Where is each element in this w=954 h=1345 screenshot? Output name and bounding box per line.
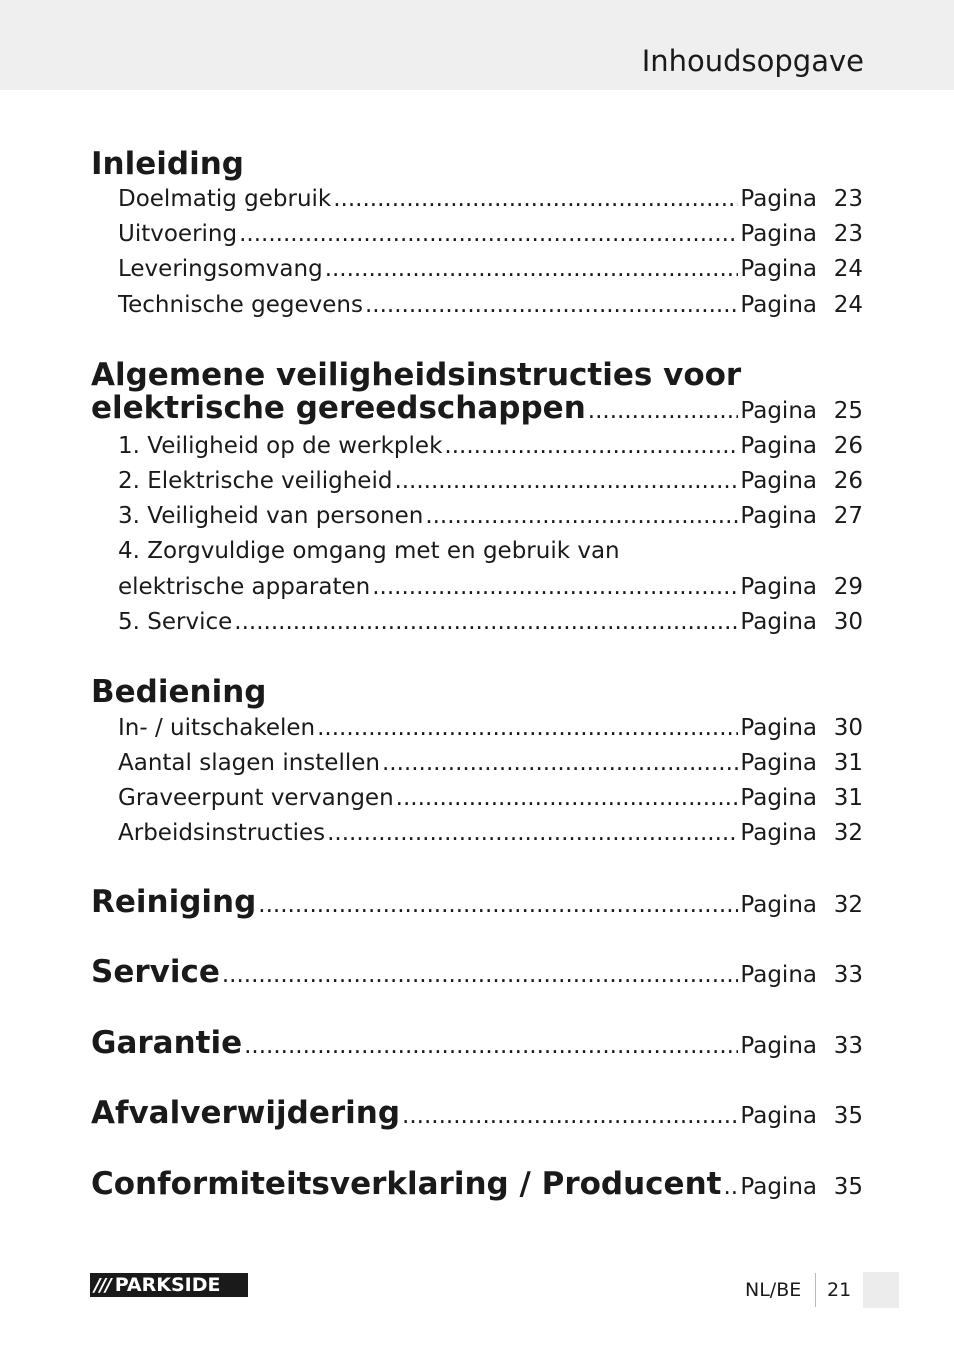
toc-item-label: 4. Zorgvuldige omgang met en gebruik van bbox=[118, 538, 620, 564]
page-word: Pagina bbox=[740, 962, 817, 988]
logo-brand: PARKSIDE bbox=[114, 1274, 221, 1296]
page-number: 24 bbox=[833, 292, 863, 318]
toc-heading-reiniging: Reiniging bbox=[91, 884, 257, 920]
page-word: Pagina bbox=[740, 468, 817, 494]
toc-heading-service: Service bbox=[91, 954, 220, 990]
toc-heading-entry[interactable] bbox=[91, 884, 863, 924]
page-word: Pagina bbox=[740, 1174, 817, 1200]
toc-heading-conformiteit: Conformiteitsverklaring / Producent bbox=[91, 1166, 722, 1202]
leader-dots bbox=[333, 186, 738, 212]
logo-stripes: /// bbox=[94, 1274, 111, 1296]
page-word: Pagina bbox=[740, 609, 817, 635]
page-number: 32 bbox=[833, 892, 863, 918]
page-word: Pagina bbox=[740, 715, 817, 741]
page-word: Pagina bbox=[740, 433, 817, 459]
leader-dots bbox=[394, 468, 738, 494]
toc-heading-inleiding: Inleiding bbox=[91, 146, 244, 182]
toc-item-label: Arbeidsinstructies bbox=[118, 820, 326, 846]
toc-heading-bediening: Bediening bbox=[91, 674, 267, 710]
page-number: 30 bbox=[833, 715, 863, 741]
footer-page-number: 21 bbox=[827, 1279, 852, 1301]
leader-dots bbox=[222, 962, 739, 988]
page-word: Pagina bbox=[740, 1033, 817, 1059]
parkside-logo bbox=[90, 1273, 248, 1297]
toc-item[interactable] bbox=[118, 574, 863, 606]
page-number: 23 bbox=[833, 186, 863, 212]
leader-dots bbox=[258, 892, 738, 918]
leader-dots bbox=[317, 715, 738, 741]
page-word: Pagina bbox=[740, 256, 817, 282]
toc-item-label: In- / uitschakelen bbox=[118, 715, 316, 741]
leader-dots bbox=[588, 398, 739, 424]
page-word: Pagina bbox=[740, 1103, 817, 1129]
page-word: Pagina bbox=[740, 503, 817, 529]
page-number: 25 bbox=[833, 398, 863, 424]
leader-dots bbox=[382, 750, 738, 776]
leader-dots bbox=[325, 256, 739, 282]
toc-heading-entry[interactable] bbox=[91, 1166, 863, 1206]
toc-item-label: 1. Veiligheid op de werkplek bbox=[118, 433, 443, 459]
page-number: 31 bbox=[833, 785, 863, 811]
toc-heading-entry[interactable] bbox=[91, 390, 863, 430]
toc-item-continued bbox=[118, 538, 863, 570]
page-number: 23 bbox=[833, 221, 863, 247]
toc-heading-veiligheid-line1: Algemene veiligheidsinstructies voor bbox=[91, 357, 742, 393]
toc-item-label: 3. Veiligheid van personen bbox=[118, 503, 424, 529]
toc-item-label: Uitvoering bbox=[118, 221, 238, 247]
toc-heading-garantie: Garantie bbox=[91, 1025, 243, 1061]
page-word: Pagina bbox=[740, 785, 817, 811]
toc-item-label: Leveringsomvang bbox=[118, 256, 323, 282]
page-word: Pagina bbox=[740, 892, 817, 918]
toc-item[interactable] bbox=[118, 609, 863, 641]
toc-heading-entry[interactable] bbox=[91, 954, 863, 994]
leader-dots bbox=[244, 1033, 738, 1059]
toc-item[interactable] bbox=[118, 221, 863, 253]
page-word: Pagina bbox=[740, 574, 817, 600]
page-word: Pagina bbox=[740, 750, 817, 776]
leader-dots bbox=[396, 785, 739, 811]
page-number: 35 bbox=[833, 1174, 863, 1200]
toc-item[interactable] bbox=[118, 715, 863, 747]
toc-item-label: 5. Service bbox=[118, 609, 233, 635]
leader-dots bbox=[365, 292, 738, 318]
toc-item[interactable] bbox=[118, 292, 863, 324]
toc-item-label: 2. Elektrische veiligheid bbox=[118, 468, 393, 494]
toc-item[interactable] bbox=[118, 468, 863, 500]
page-number: 33 bbox=[833, 962, 863, 988]
footer-divider bbox=[815, 1273, 816, 1307]
page-number: 31 bbox=[833, 750, 863, 776]
page-word: Pagina bbox=[740, 221, 817, 247]
toc-item[interactable] bbox=[118, 503, 863, 535]
page-number: 24 bbox=[833, 256, 863, 282]
page-word: Pagina bbox=[740, 292, 817, 318]
toc-item-label: Doelmatig gebruik bbox=[118, 186, 332, 212]
toc-item[interactable] bbox=[118, 433, 863, 465]
page-number: 26 bbox=[833, 468, 863, 494]
page-number: 26 bbox=[833, 433, 863, 459]
toc-heading-veiligheid-line2: elektrische gereedschappen bbox=[91, 390, 586, 426]
leader-dots bbox=[425, 503, 738, 529]
toc-heading-entry[interactable] bbox=[91, 1025, 863, 1065]
page-word: Pagina bbox=[740, 398, 817, 424]
page-number: 29 bbox=[833, 574, 863, 600]
toc-item[interactable] bbox=[118, 256, 863, 288]
toc-heading-entry[interactable] bbox=[91, 1095, 863, 1135]
page-number: 32 bbox=[833, 820, 863, 846]
page-word: Pagina bbox=[740, 820, 817, 846]
leader-dots bbox=[234, 609, 738, 635]
toc-item[interactable] bbox=[118, 820, 863, 852]
toc-item-label: Graveerpunt vervangen bbox=[118, 785, 394, 811]
leader-dots bbox=[372, 574, 738, 600]
page-number: 30 bbox=[833, 609, 863, 635]
toc-item-label: elektrische apparaten bbox=[118, 574, 371, 600]
language-code: NL/BE bbox=[745, 1279, 802, 1301]
leader-dots bbox=[444, 433, 738, 459]
leader-dots bbox=[239, 221, 738, 247]
leader-dots bbox=[327, 820, 738, 846]
page-title: Inhoudsopgave bbox=[641, 44, 864, 78]
toc-item[interactable] bbox=[118, 186, 863, 218]
toc-item-label: Technische gegevens bbox=[118, 292, 363, 318]
leader-dots bbox=[402, 1103, 738, 1129]
toc-item[interactable] bbox=[118, 750, 863, 782]
toc-item[interactable] bbox=[118, 785, 863, 817]
leader-dots bbox=[723, 1174, 738, 1200]
toc-heading-afvalverwijdering: Afvalverwijdering bbox=[91, 1095, 401, 1131]
page-number: 27 bbox=[833, 503, 863, 529]
page-number: 33 bbox=[833, 1033, 863, 1059]
footer-tab-box bbox=[863, 1272, 899, 1308]
toc-item-label: Aantal slagen instellen bbox=[118, 750, 380, 776]
page-number: 35 bbox=[833, 1103, 863, 1129]
page-word: Pagina bbox=[740, 186, 817, 212]
